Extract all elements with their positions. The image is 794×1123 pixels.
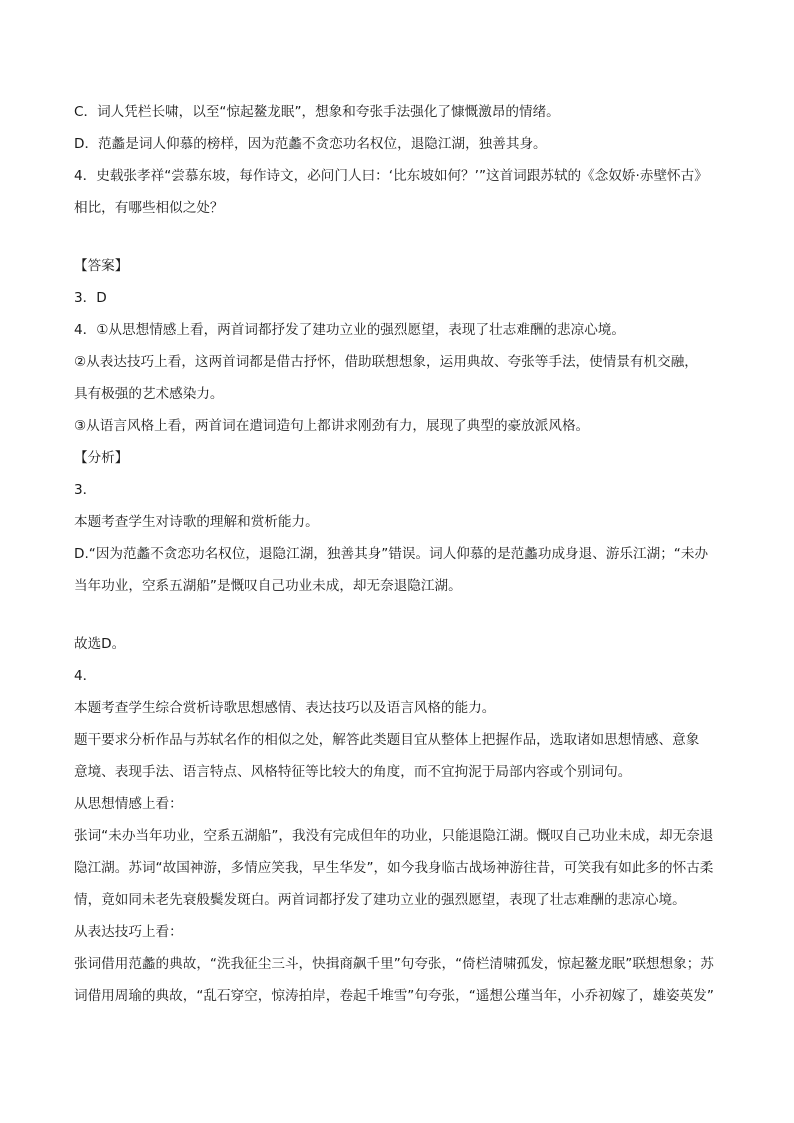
analysis-4-emotion-heading: 从思想情感上看：: [74, 796, 183, 812]
option-d: D．范蠡是词人仰慕的榜样，因为范蠡不贪恋功名权位，退隐江湖，独善其身。: [74, 136, 547, 152]
analysis-4-technique-heading: 从表达技巧上看：: [74, 924, 183, 940]
answer-4-point-3: ③从语言风格上看，两首词在遣词造句上都讲求刚劲有力，展现了典型的豪放派风格。: [74, 418, 590, 434]
analysis-4-number: 4．: [74, 668, 97, 684]
spacer: [74, 224, 724, 250]
answer-3: 3．D: [74, 290, 107, 306]
answer-4-point-2-line-2: 具有极强的艺术感染力。: [74, 386, 224, 402]
option-c: C．词人凭栏长啸，以至“惊起鳌龙眠”，想象和夸张手法强化了慷慨激昂的情绪。: [74, 104, 560, 120]
spacer: [74, 602, 724, 628]
analysis-4-technique-line-1: 张词借用范蠡的典故，“洗我征尘三斗，快揖商飙千里”句夸张，“倚栏清啸孤发，惊起鳌龙眠”联想想象；苏: [74, 956, 714, 972]
question-4-line-2: 相比，有哪些相似之处？: [74, 200, 224, 216]
analysis-4-emotion-line-3: 情，竟如同未老先衰般鬓发斑白。两首词都抒发了建功立业的强烈愿望，表现了壮志难酬的悲凉心境。: [74, 892, 686, 908]
analysis-3-detail-line-2: 当年功业，空系五湖船”是慨叹自己功业未成，却无奈退隐江湖。: [74, 578, 462, 594]
analysis-4-method-line-2: 意境、表现手法、语言特点、风格特征等比较大的角度，而不宜拘泥于局部内容或个别词句。: [74, 764, 632, 780]
analysis-3-number: 3．: [74, 482, 97, 498]
analysis-4-emotion-line-1: 张词“未办当年功业，空系五湖船”，我没有完成但年的功业，只能退隐江湖。慨叹自己功业未成，却无奈退: [74, 828, 714, 844]
analysis-4-intro: 本题考查学生综合赏析诗歌思想感情、表达技巧以及语言风格的能力。: [74, 700, 496, 716]
document-body: [74, 96, 724, 1012]
analysis-4-emotion-line-2: 隐江湖。苏词“故国神游，多情应笑我，早生华发”，如今我身临古战场神游往昔，可笑我有如此多的怀古柔: [74, 860, 714, 876]
analysis-heading: 【分析】: [74, 450, 129, 466]
analysis-3-conclusion: 故选D。: [74, 636, 126, 652]
analysis-3-detail-line-1: D.“因为范蠡不贪恋功名权位，退隐江湖，独善其身”错误。词人仰慕的是范蠡功成身退、游乐江湖；“未办: [74, 546, 709, 562]
analysis-4-method-line-1: 题干要求分析作品与苏轼名作的相似之处，解答此类题目宜从整体上把握作品，选取诸如思想情感、意象: [74, 732, 700, 748]
answer-heading: 【答案】: [74, 258, 129, 274]
answer-4-point-2-line-1: ②从表达技巧上看，这两首词都是借古抒怀，借助联想想象，运用典故、夸张等手法，使情景有机交融，: [74, 354, 698, 370]
analysis-4-technique-line-2: 词借用周瑜的典故，“乱石穿空，惊涛拍岸，卷起千堆雪”句夸张，“遥想公瑾当年，小乔初嫁了，雄姿英发”: [74, 988, 714, 1004]
question-4-line-1: 4．史载张孝祥“尝慕东坡，每作诗文，必问门人曰：‘比东坡如何？’”这首词跟苏轼的《念奴娇·赤壁怀古》: [74, 168, 708, 184]
answer-4-point-1: 4．①从思想情感上看，两首词都抒发了建功立业的强烈愿望，表现了壮志难酬的悲凉心境。: [74, 322, 625, 338]
analysis-3-intro: 本题考查学生对诗歌的理解和赏析能力。: [74, 514, 319, 530]
